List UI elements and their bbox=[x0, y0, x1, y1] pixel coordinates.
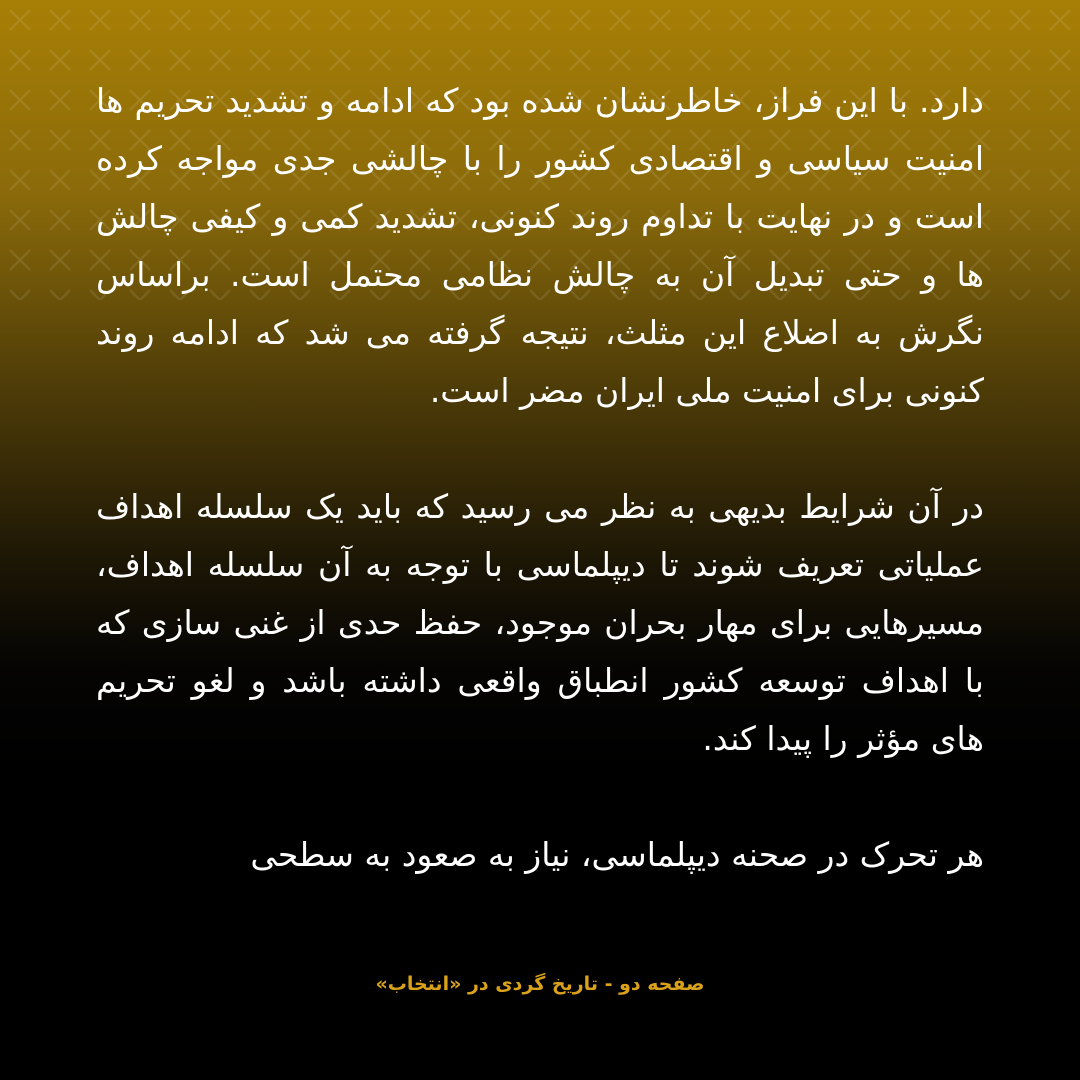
paragraph-2: در آن شرایط بدیهی به نظر می رسید که باید یک سلسله اهداف عملیاتی تعریف شوند تا دیپلماسی با توجه به آن سلسله اهداف، مسیرهایی برای مهار بحران موجود، حفظ حدی از غنی سازی که با اهداف توسعه کشور انطباق واقعی داشته باشد و لغو تحریم های مؤثر را پیدا کند. bbox=[96, 487, 984, 758]
article-body bbox=[96, 72, 984, 884]
paragraph-3: هر تحرک در صحنه دیپلماسی، نیاز به صعود به سطحی bbox=[250, 835, 984, 874]
page-footer-caption: صفحه دو - تاریخ گردی در «انتخاب» bbox=[375, 973, 705, 995]
paragraph-1: دارد. با این فراز، خاطرنشان شده بود که ادامه و تشدید تحریم ها امنیت سیاسی و اقتصادی کشور را با چالشی جدی مواجه کرده است و در نهایت با تداوم روند کنونی، تشدید کمی و کیفی چالش ها و حتی تبدیل آن به چالش نظامی محتمل است. براساس نگرش به اضلاع این مثلث، نتیجه گرفته می شد که ادامه روند کنونی برای امنیت ملی ایران مضر است. bbox=[96, 81, 984, 410]
